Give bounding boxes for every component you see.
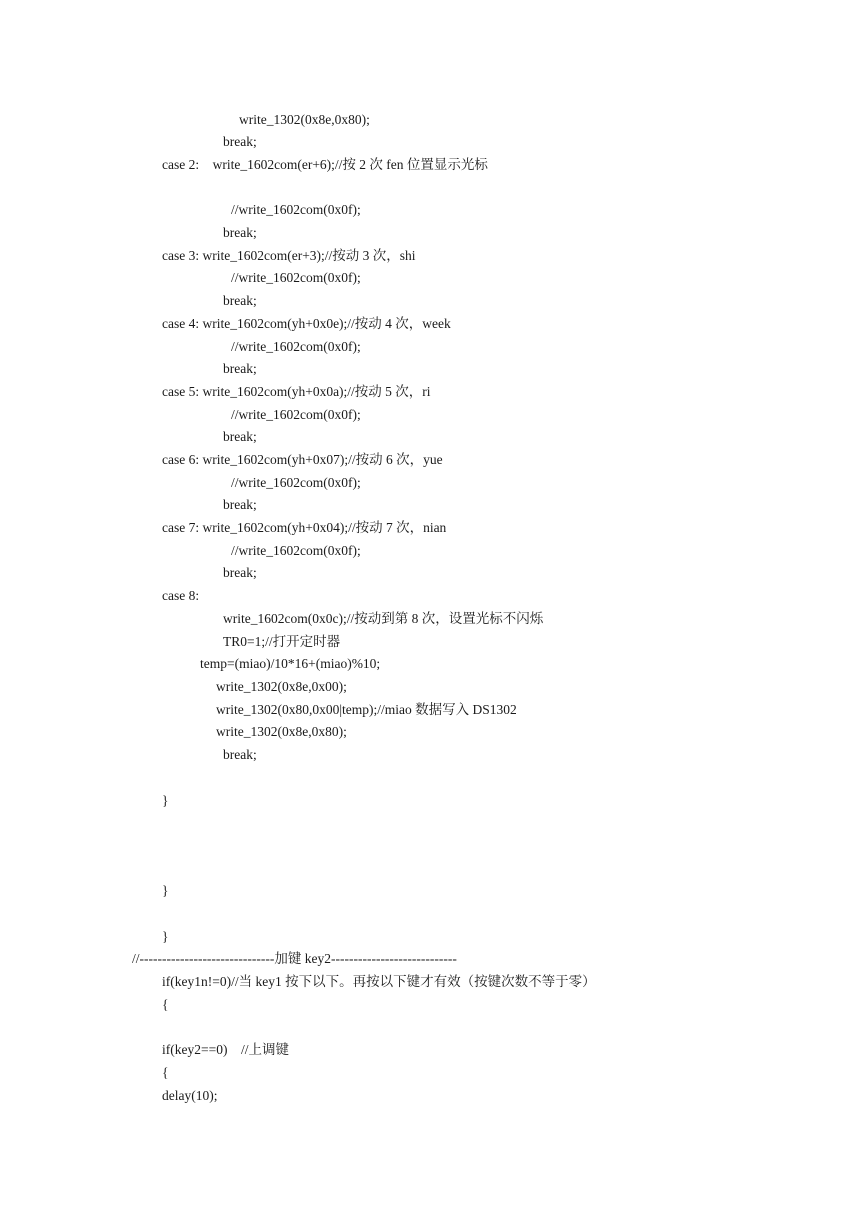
code-line: } bbox=[162, 929, 169, 944]
code-line: //write_1602com(0x0f); bbox=[231, 202, 361, 217]
code-line: //write_1602com(0x0f); bbox=[231, 407, 361, 422]
code-line: delay(10); bbox=[162, 1088, 218, 1103]
code-line: if(key2==0) //上调键 bbox=[162, 1042, 289, 1057]
code-line: case 4: write_1602com(yh+0x0e);//按动 4 次，week bbox=[162, 316, 451, 331]
code-line: { bbox=[162, 1065, 169, 1080]
code-line: } bbox=[162, 883, 169, 898]
code-line: if(key1n!=0)//当 key1 按下以下。再按以下键才有效（按键次数不等于零） bbox=[162, 974, 596, 989]
code-line: case 8: bbox=[162, 588, 200, 603]
code-line: case 7: write_1602com(yh+0x04);//按动 7 次，nian bbox=[162, 520, 447, 535]
code-line: break; bbox=[223, 747, 257, 762]
code-line: break; bbox=[223, 497, 257, 512]
code-line: write_1302(0x8e,0x80); bbox=[239, 112, 370, 127]
code-line: case 3: write_1602com(er+3);//按动 3 次，shi bbox=[162, 248, 416, 263]
code-line: } bbox=[162, 793, 169, 808]
code-line: break; bbox=[223, 565, 257, 580]
code-line: case 2: write_1602com(er+6);//按 2 次 fen 位置显示光标 bbox=[162, 157, 488, 172]
code-line: TR0=1;//打开定时器 bbox=[223, 634, 341, 649]
code-line: temp=(miao)/10*16+(miao)%10; bbox=[200, 656, 381, 671]
code-line: write_1302(0x8e,0x00); bbox=[216, 679, 347, 694]
code-line: write_1302(0x8e,0x80); bbox=[216, 724, 347, 739]
code-line: break; bbox=[223, 361, 257, 376]
code-line: case 5: write_1602com(yh+0x0a);//按动 5 次，ri bbox=[162, 384, 431, 399]
code-line: break; bbox=[223, 225, 257, 240]
code-line: //write_1602com(0x0f); bbox=[231, 543, 361, 558]
code-line: write_1602com(0x0c);//按动到第 8 次，设置光标不闪烁 bbox=[223, 611, 544, 626]
code-line: //write_1602com(0x0f); bbox=[231, 339, 361, 354]
code-line: break; bbox=[223, 134, 257, 149]
code-line: //write_1602com(0x0f); bbox=[231, 270, 361, 285]
code-line: //write_1602com(0x0f); bbox=[231, 475, 361, 490]
code-line: case 6: write_1602com(yh+0x07);//按动 6 次，yue bbox=[162, 452, 443, 467]
code-line: { bbox=[162, 997, 169, 1012]
code-line: break; bbox=[223, 293, 257, 308]
code-line: //------------------------------加键 key2---------------------------- bbox=[132, 951, 457, 966]
code-line: write_1302(0x80,0x00|temp);//miao 数据写入 DS1302 bbox=[216, 702, 517, 717]
code-line: break; bbox=[223, 429, 257, 444]
